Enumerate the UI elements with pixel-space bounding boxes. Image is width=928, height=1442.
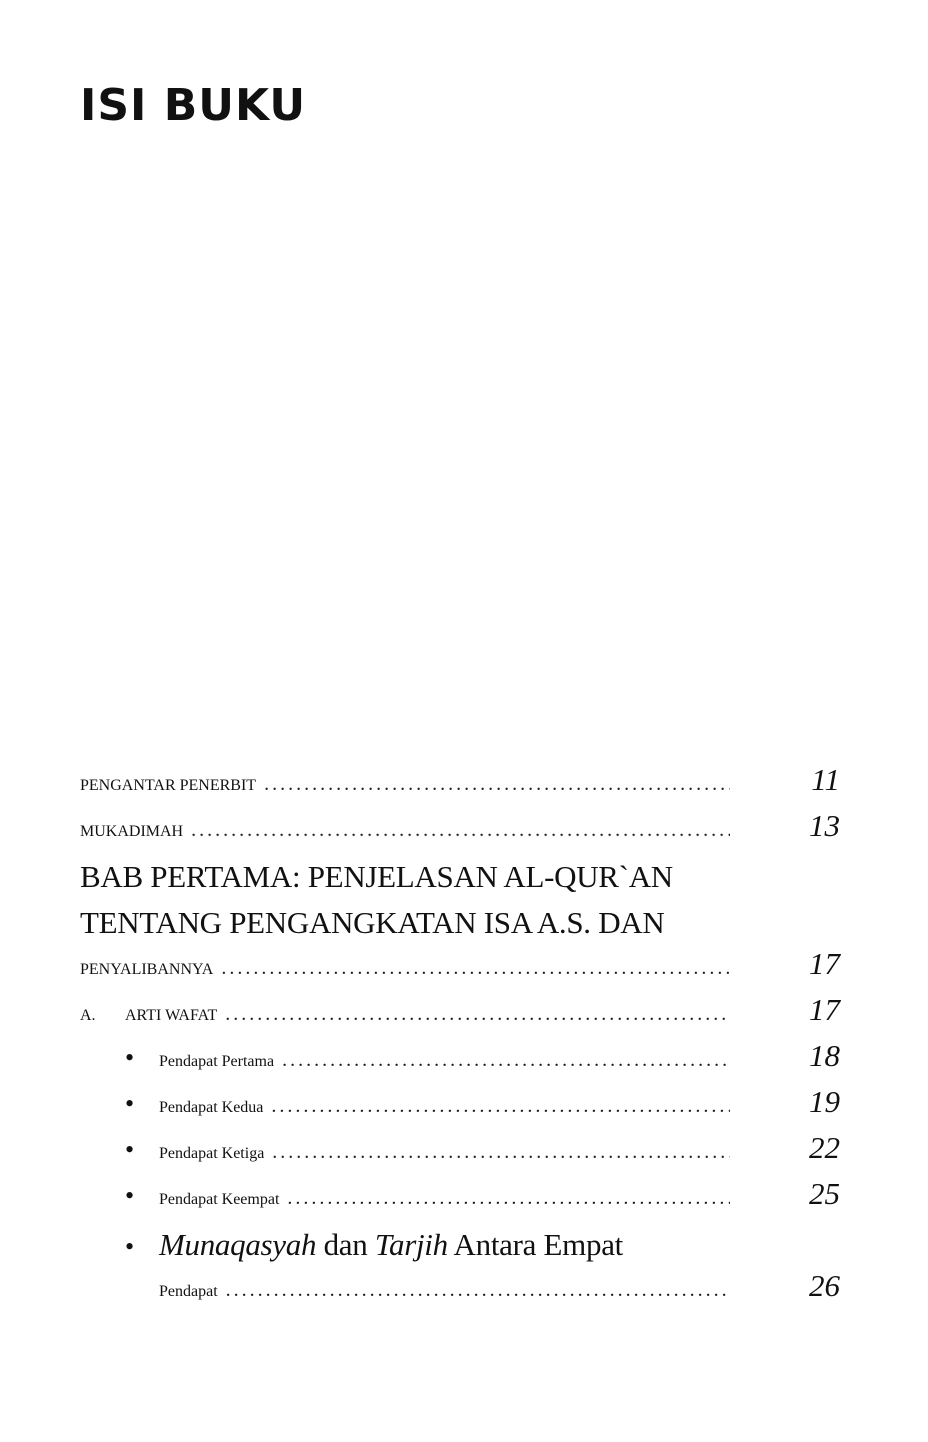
toc-page-number: 18 (809, 1038, 840, 1073)
toc-entry-title-final-line (80, 946, 840, 992)
dot-leader (191, 819, 730, 842)
toc-entry-title: Pendapat Ketiga (159, 1145, 265, 1162)
toc-entry-title: Pendapat Pertama (159, 1053, 275, 1070)
toc-entry-title: MUKADIMAH (80, 823, 184, 840)
bullet-icon: • (125, 1089, 135, 1118)
italic-term: Munaqasyah (159, 1227, 317, 1262)
toc-entry-title: Pendapat Keempat (159, 1191, 280, 1208)
dot-leader (264, 773, 730, 796)
toc-bullet-item (80, 1084, 840, 1130)
toc-bullet-item-munaqasyah (80, 1222, 840, 1314)
italic-term: Tarjih (374, 1227, 448, 1262)
toc-bullet-item (80, 1038, 840, 1084)
toc-bullet-item (80, 1130, 840, 1176)
toc-entry-title-line: TENTANG PENGANGKATAN ISA A.S. DAN (80, 905, 665, 940)
dot-leader (271, 1095, 730, 1118)
toc-entry-title: ARTI WAFAT (125, 1007, 218, 1024)
toc-entry-title-line (80, 1222, 840, 1268)
toc-page-number: 19 (809, 1084, 840, 1119)
bullet-icon: • (125, 1135, 135, 1164)
dot-leader (287, 1187, 730, 1210)
dot-leader (282, 1049, 730, 1072)
toc-page-number: 25 (809, 1176, 840, 1211)
toc-page-number: 13 (809, 808, 840, 843)
title-text: Antara Empat (447, 1227, 623, 1262)
toc-entry-title-line: BAB PERTAMA: PENJELASAN AL-QUR`AN (80, 859, 673, 894)
dot-leader (221, 957, 730, 980)
bullet-icon: • (125, 1181, 135, 1210)
toc-bullet-item (80, 1176, 840, 1222)
bullet-icon: • (125, 1232, 134, 1261)
toc-page-number: 17 (809, 992, 840, 1027)
toc-entry-title: Pendapat (159, 1283, 218, 1300)
toc-entry-arti-wafat (80, 992, 840, 1038)
toc-entry-title: PENGANTAR PENERBIT (80, 777, 257, 794)
toc-page-number: 22 (809, 1130, 840, 1165)
toc-page-number: 17 (809, 946, 840, 981)
toc-entry-title-final-line (80, 1268, 840, 1314)
dot-leader (272, 1141, 730, 1164)
toc-entry-mukadimah (80, 808, 840, 854)
toc-entry-bab-pertama (80, 854, 840, 992)
toc-page-number: 11 (811, 762, 840, 797)
dot-leader (225, 1003, 730, 1026)
page-title: ISI BUKU (80, 80, 307, 131)
toc-page-number: 26 (809, 1268, 840, 1303)
title-text: dan (316, 1227, 375, 1262)
toc-entry-title: PENYALIBANNYA (80, 961, 214, 978)
toc-entry-pengantar (80, 762, 840, 808)
table-of-contents (80, 762, 840, 1314)
section-marker: A. (80, 1007, 96, 1024)
dot-leader (226, 1279, 730, 1302)
toc-entry-title: Pendapat Kedua (159, 1099, 264, 1116)
bullet-icon: • (125, 1043, 135, 1072)
